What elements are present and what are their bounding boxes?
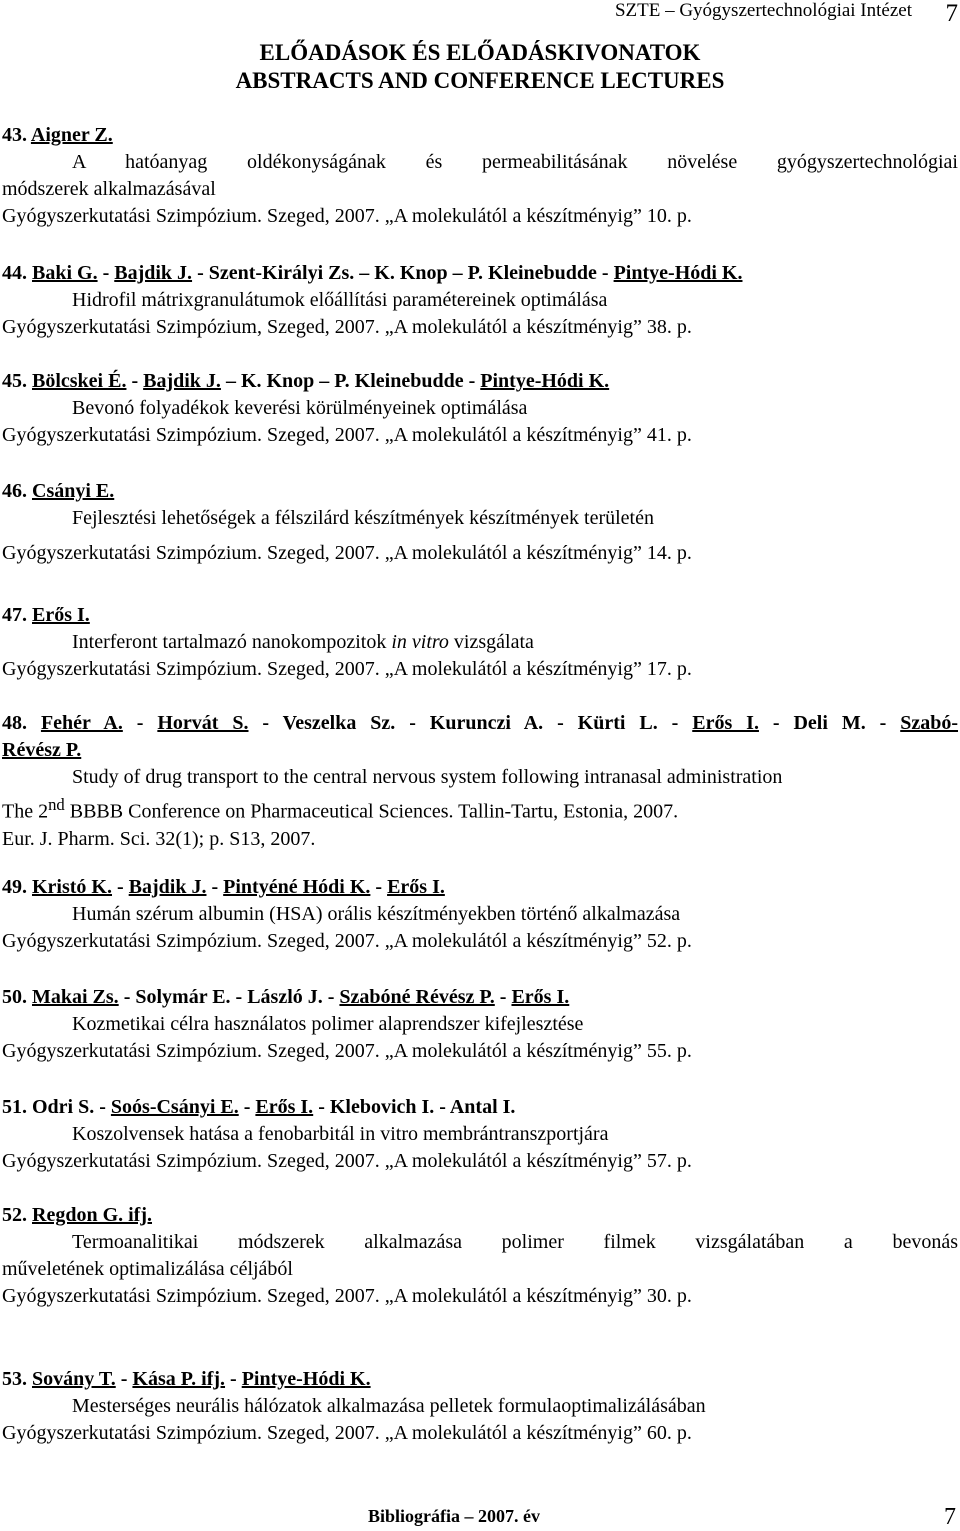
- author-name: Erős I.: [32, 604, 90, 626]
- entry-authors: [2, 260, 958, 287]
- entry-title-text: Interferont tartalmazó nanokompozitok: [72, 631, 392, 653]
- entry-number: 45.: [2, 370, 27, 392]
- bibliography-entry: [2, 984, 958, 1065]
- author-separator: - Szent-Királyi Zs. – K. Knop – P. Kleinebudde -: [192, 262, 614, 284]
- section-title-hu: ELŐADÁSOK ÉS ELŐADÁSKIVONATOK: [259, 40, 701, 65]
- bibliography-entry: [2, 874, 958, 955]
- entry-title: Fejlesztési lehetőségek a félszilárd készítmények készítmények területén: [72, 507, 654, 529]
- author-separator: -: [122, 712, 158, 734]
- author-name: Pintye-Hódi K.: [613, 262, 743, 284]
- entry-source: Gyógyszerkutatási Szimpózium. Szeged, 2007. „A molekulától a készítményig” 60. p.: [2, 1422, 692, 1444]
- bibliography-entry: [2, 602, 958, 683]
- author-name: Kása P. ifj.: [132, 1368, 226, 1390]
- entry-authors: [2, 122, 958, 149]
- entry-source: Gyógyszerkutatási Szimpózium. Szeged, 2007. „A molekulától a készítményig” 41. p.: [2, 424, 692, 446]
- entry-title: Study of drug transport to the central nervous system following intranasal administration: [72, 766, 783, 788]
- footer-page-number: 7: [944, 1504, 956, 1530]
- author-name: Fehér A.: [40, 712, 123, 734]
- footer-label: Bibliográfia – 2007. év: [368, 1506, 540, 1526]
- bibliography-entry: [2, 1094, 958, 1175]
- bibliography-entry: [2, 710, 958, 853]
- entry-number: 47.: [2, 604, 27, 626]
- entry-source-sup: nd: [48, 795, 65, 814]
- entry-source: Gyógyszerkutatási Szimpózium, Szeged, 2007. „A molekulától a készítményig” 38. p.: [2, 316, 692, 338]
- author-separator: Odri S. -: [32, 1096, 111, 1118]
- author-name: Regdon G. ifj.: [32, 1204, 152, 1226]
- author-name: Erős I.: [255, 1096, 314, 1118]
- entry-number: 44.: [2, 262, 27, 284]
- entry-authors: [2, 602, 958, 629]
- entry-authors-continued: [2, 737, 958, 764]
- entry-title: Mesterséges neurális hálózatok alkalmazása pelletek formulaoptimalizálásában: [72, 1395, 706, 1417]
- author-name: Horvát S.: [157, 712, 249, 734]
- entry-source: Gyógyszerkutatási Szimpózium. Szeged, 2007. „A molekulától a készítményig” 52. p.: [2, 930, 692, 952]
- author-separator: -: [494, 986, 512, 1008]
- author-separator: -: [126, 370, 144, 392]
- header-page-number: 7: [945, 0, 958, 27]
- entry-title: Hidrofil mátrixgranulátumok előállítási paramétereinek optimálása: [72, 289, 608, 311]
- entry-source: Gyógyszerkutatási Szimpózium. Szeged, 2007. „A molekulától a készítményig” 10. p.: [2, 205, 692, 227]
- entry-number: 49.: [2, 876, 27, 898]
- author-separator: – K. Knop – P. Kleinebudde -: [220, 370, 481, 392]
- entry-source-continued: Eur. J. Pharm. Sci. 32(1); p. S13, 2007.: [2, 827, 316, 850]
- author-name: Sovány T.: [32, 1368, 116, 1390]
- entry-title: A hatóanyag oldékonyságának és permeabilitásának növelése gyógyszertechnológiai: [72, 151, 958, 173]
- entry-authors: [2, 1202, 958, 1229]
- entry-authors: [2, 1366, 958, 1393]
- entry-title: Humán szérum albumin (HSA) orális készítményekben történő alkalmazása: [72, 903, 681, 925]
- entry-number: 46.: [2, 480, 27, 502]
- author-name: Pintye-Hódi K.: [480, 370, 610, 392]
- entry-source-text: BBBB Conference on Pharmaceutical Sciences. Tallin-Tartu, Estonia, 2007.: [64, 800, 679, 823]
- author-separator: -: [206, 876, 224, 898]
- entry-number: 43.: [2, 124, 27, 146]
- author-separator: - Klebovich I. - Antal I.: [313, 1096, 516, 1118]
- section-title-en: ABSTRACTS AND CONFERENCE LECTURES: [235, 68, 725, 93]
- author-separator: -: [238, 1096, 256, 1118]
- bibliography-entry: [2, 478, 958, 567]
- author-name: Szabóné Révész P.: [339, 986, 495, 1008]
- author-name: Erős I.: [387, 876, 445, 898]
- author-name: Csányi E.: [32, 480, 115, 502]
- entry-authors: [2, 984, 958, 1011]
- author-name: Szabó-: [900, 712, 959, 734]
- entry-authors: [2, 1094, 958, 1121]
- author-separator: -: [225, 1368, 242, 1390]
- entry-authors: [2, 874, 958, 901]
- author-separator: -: [97, 262, 115, 284]
- author-name: Erős I.: [692, 712, 759, 734]
- bibliography-entry: [2, 260, 958, 341]
- author-name: Bajdik J.: [114, 262, 193, 284]
- bibliography-entry: [2, 122, 958, 230]
- bibliography-entry: [2, 1202, 958, 1310]
- entry-title: Koszolvensek hatása a fenobarbitál in vitro membrántranszportjára: [72, 1123, 609, 1145]
- entry-source: [2, 791, 958, 826]
- author-name: Makai Zs.: [32, 986, 119, 1008]
- entry-source: Gyógyszerkutatási Szimpózium. Szeged, 2007. „A molekulától a készítményig” 57. p.: [2, 1150, 692, 1172]
- entry-title-italic: in vitro: [391, 631, 449, 653]
- entry-source: Gyógyszerkutatási Szimpózium. Szeged, 2007. „A molekulától a készítményig” 30. p.: [2, 1285, 692, 1307]
- author-name: Baki G.: [32, 262, 98, 284]
- author-separator: - Deli M. -: [758, 712, 901, 734]
- author-name: Bajdik J.: [143, 370, 221, 392]
- header-institute: SZTE – Gyógyszertechnológiai Intézet: [614, 0, 912, 21]
- entry-title-continued: módszerek alkalmazásával: [2, 178, 216, 200]
- author-separator: -: [115, 1368, 133, 1390]
- bibliography-entry: [2, 368, 958, 449]
- author-name: Bajdik J.: [128, 876, 207, 898]
- entry-title-text: vizsgálata: [448, 631, 534, 653]
- author-name: Bölcskei É.: [32, 370, 127, 392]
- author-name: Pintye-Hódi K.: [241, 1368, 371, 1390]
- author-name: Erős I.: [511, 986, 570, 1008]
- entry-title: Kozmetikai célra használatos polimer alaprendszer kifejlesztése: [72, 1013, 584, 1035]
- author-separator: -: [112, 876, 129, 898]
- author-name: Kristó K.: [32, 876, 112, 898]
- entry-source: Gyógyszerkutatási Szimpózium. Szeged, 2007. „A molekulától a készítményig” 14. p.: [2, 542, 692, 564]
- entry-authors: [2, 710, 958, 737]
- author-name: Aigner Z.: [30, 124, 113, 146]
- entry-source: Gyógyszerkutatási Szimpózium. Szeged, 2007. „A molekulától a készítményig” 17. p.: [2, 658, 692, 680]
- author-name: Révész P.: [2, 739, 82, 761]
- entry-title: Bevonó folyadékok keverési körülményeinek optimálása: [72, 397, 528, 419]
- entry-authors: [2, 478, 958, 505]
- entry-number: 48.: [2, 712, 27, 734]
- author-name: Soós-Csányi E.: [110, 1096, 239, 1118]
- entry-number: 50.: [2, 986, 27, 1008]
- author-name: Pintyéné Hódi K.: [223, 876, 371, 898]
- entry-source-text: The 2: [2, 800, 49, 823]
- bibliography-entry: [2, 1366, 958, 1447]
- entry-title: [2, 629, 958, 656]
- author-separator: - Solymár E. - László J. -: [118, 986, 340, 1008]
- entry-title-continued: műveletének optimalizálása céljából: [2, 1258, 293, 1280]
- author-separator: - Veszelka Sz. - Kurunczi A. - Kürti L. -: [248, 712, 693, 734]
- entry-number: 51.: [2, 1096, 27, 1118]
- author-separator: -: [370, 876, 388, 898]
- entry-source: Gyógyszerkutatási Szimpózium. Szeged, 2007. „A molekulától a készítményig” 55. p.: [2, 1040, 692, 1062]
- entry-number: 53.: [2, 1368, 27, 1390]
- entry-title: Termoanalitikai módszerek alkalmazása polimer filmek vizsgálatában a bevonás: [72, 1231, 958, 1253]
- entry-authors: [2, 368, 958, 395]
- entry-number: 52.: [2, 1204, 27, 1226]
